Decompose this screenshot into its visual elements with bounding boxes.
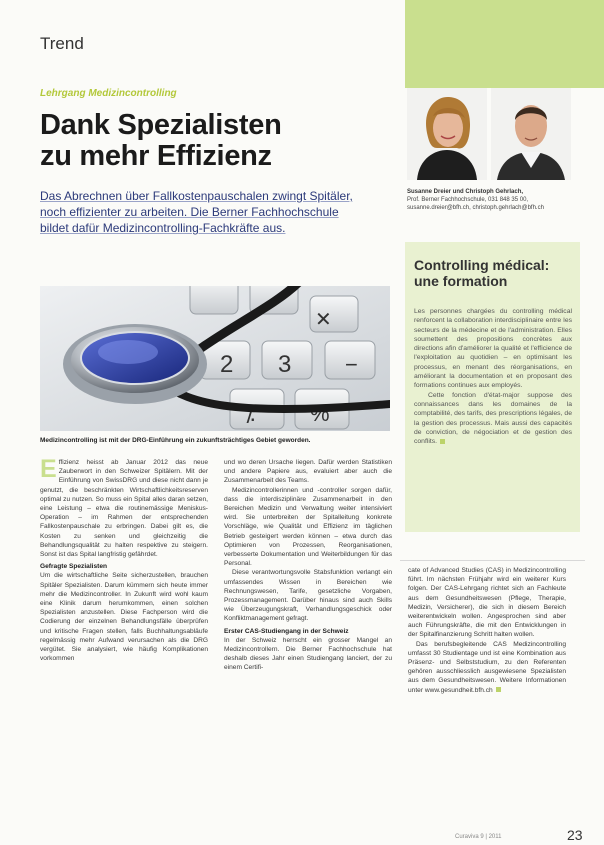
- page-number: 23: [567, 827, 583, 843]
- portrait-susanne-dreier: [407, 88, 487, 180]
- article-headline: [40, 110, 282, 172]
- headline-line-2: zu mehr Effizienz: [40, 140, 272, 172]
- col2-body-2: Medizincontrollerinnen und -controller sorgen dafür, dass die interdisziplinäre Zusammenarbeit in den Bereichen Medizin und Verwaltung weiter intensiviert wird. Sie unterbreiten der Spitalleitung konkrete Vorschläge, wie Qualität und Effizienz im täglichen Betrieb gesteigert werden können – etwa durch das Optimieren von Prozessen, Reorganisationen, verbesserte Dokumentation und Weiterbildungen für das Personal.: [224, 486, 392, 568]
- author-byline: [407, 188, 572, 212]
- author-emails: susanne.dreier@bfh.ch, christoph.gehrlach@bfh.ch: [407, 205, 544, 211]
- key-3: 3: [278, 351, 292, 378]
- lead-line-3: bildet dafür Medizincontrolling-Fachkräfte aus.: [40, 221, 286, 235]
- article-photo: [40, 286, 390, 431]
- sidebar-title-line-2: une formation: [414, 273, 508, 289]
- stethoscope-calculator-illustration: [40, 286, 390, 431]
- sidebar-title: [414, 257, 549, 289]
- section-label: Trend: [40, 34, 84, 53]
- subheading-gefragte-spezialisten: Gefragte Spezialisten: [40, 563, 108, 571]
- article-column-2: [224, 458, 392, 673]
- key-2: 2: [220, 351, 234, 378]
- lead-line-2: noch effizienter zu arbeiten. Die Berner Fachhochschule: [40, 205, 339, 219]
- svg-text:✕: ✕: [315, 309, 332, 331]
- drop-cap: E: [40, 455, 57, 483]
- top-color-band: [405, 0, 604, 88]
- lead-line-1: Das Abrechnen über Fallkostenpauschalen zwingt Spitäler,: [40, 189, 353, 203]
- key-percent: %: [310, 401, 330, 426]
- sidebar-paragraph-2: Cette fonction d'état-major suppose des connaissances dans les domaines de la comptabilité, des tarifs, des prescriptions légales, de la gestion des processus. Mais aussi des capacités de conviction, de négociation et de gestion des conflits.: [414, 391, 572, 446]
- portrait-christoph-gehrlach: [491, 88, 571, 180]
- col2-body-4: In der Schweiz herrscht ein grosser Mangel an Medizincontrollern. Die Berner Fachhochschule hat deshalb dieses Jahr einen Studiengang lanciert, der zu einem Certifi-: [224, 636, 392, 672]
- sidebar-title-line-1: Controlling médical:: [414, 257, 550, 273]
- publication-footer: Curaviva 9 | 2011: [455, 834, 502, 840]
- photo-caption: Medizincontrolling ist mit der DRG-Einführung ein zukunftsträchtiges Gebiet geworden.: [40, 437, 311, 444]
- article-kicker: Lehrgang Medizincontrolling: [40, 88, 177, 99]
- col2-body-1: und wo deren Ursache liegen. Dafür werden Statistiken und andere Papiere aus, evaluiert aber auch die Zusammenarbeit des Teams.: [224, 459, 392, 485]
- col3-body-2: Das berufsbegleitende CAS Medizincontrolling umfasst 30 Studientage und ist eine Kombination aus Präsenz- und Selbststudium, zu den Referenten gehören ausschliesslich ausgewiesene Spezialisten aus dem Gesundheitswesen. Weitere Informationen unter www.gesundheit.bfh.ch: [408, 640, 566, 694]
- col2-body-3: Diese verantwortungsvolle Stabsfunktion verlangt ein umfassendes Wissen in Bereichen wie Rechnungswesen, Tarife, gesetzliche Vorgaben, Prozessmanagement. Darüber hinaus sind auch Skills wie Überzeugungskraft, Verhandlungsgeschick oder Konfliktmanagement gefragt.: [224, 569, 392, 623]
- end-mark-icon: [496, 687, 501, 692]
- article-column-1: [40, 455, 208, 663]
- subheading-cas-studiengang: Erster CAS-Studiengang in der Schweiz: [224, 627, 349, 635]
- headline-line-1: Dank Spezialisten: [40, 109, 282, 141]
- sidebar-paragraph-1: Les personnes chargées du controlling médical renforcent la collaboration interdisciplinaire entre les secteurs de la médecine et de l'administration. Elles soumettent des propositions concrètes aux directions afin d'améliorer la qualité et l'efficience de l'exploitation au quotidien – en optimisant les processus, en menant des réorganisations, en améliorant la documentation et en proposant des formations continues aux employés.: [414, 308, 572, 390]
- sidebar-body: [414, 307, 572, 446]
- author-names: Susanne Dreier und Christoph Gehrlach,: [407, 189, 524, 195]
- col1-intro: ffizienz heisst ab Januar 2012 das neue Zauberwort in den Schweizer Spitälern. Mit der Einführung von SwissDRG und diese nicht dann je genutzt, die beschränkten Wirtschaftlichkeitsreserven optimal zu nutzen. So muss ein Spital alles daran setzen, eine Leistung – etwa die routinemässige Meniskus-Operation – im Rahmen der entsprechenden Fallkostenpauschale zu erbringen. Dabei gilt es, die Kosten zu senken und gleichzeitig die Behandlungsqualität zu halten respektive zu steigern. Sonst ist das Spital langfristig gefährdet.: [40, 459, 208, 559]
- article-lead: [40, 188, 390, 236]
- author-affiliation: Prof. Berner Fachhochschule, 031 848 35 00,: [407, 197, 529, 203]
- col1-body: Um die wirtschaftliche Seite sicherzustellen, brauchen Spitäler Spezialisten. Darum kümmern sich heute immer mehr die Medizincontroller. In Zukunft wird wohl kaum eine Klinik darum herumkommen, einen solchen Spezialisten anzustellen. Diese Fachperson wird die Codierung der einzelnen Behandlungsfälle überprüfen und kritische Fragen stellen, falls Buchhaltungsabläufe regelmässig mehr Aufwand verursachen als die DRG vergütet. Sie analysiert, wie häufig Komplikationen vorkommen: [40, 572, 208, 663]
- col3-body-1: cate of Advanced Studies (CAS) in Medizincontrolling führt. Im nächsten Frühjahr wird ein weiterer Kurs folgen. Der CAS-Lehrgang richtet sich an Fachleute aus dem Gesundheitswesen (Pflege, Therapie, Medizin, Versicherer), die sich in diesem Bereich weiterentwickeln wollen. Angesprochen sind aber auch Führungskräfte, die mit den Entwicklungen in der Spitalfinanzierung Schritt halten wollen.: [408, 567, 566, 639]
- svg-text:⁒: ⁒: [245, 401, 255, 426]
- article-column-3: [408, 566, 566, 695]
- column-divider: [400, 560, 585, 561]
- end-mark-icon: [440, 439, 445, 444]
- svg-text:−: −: [345, 352, 358, 377]
